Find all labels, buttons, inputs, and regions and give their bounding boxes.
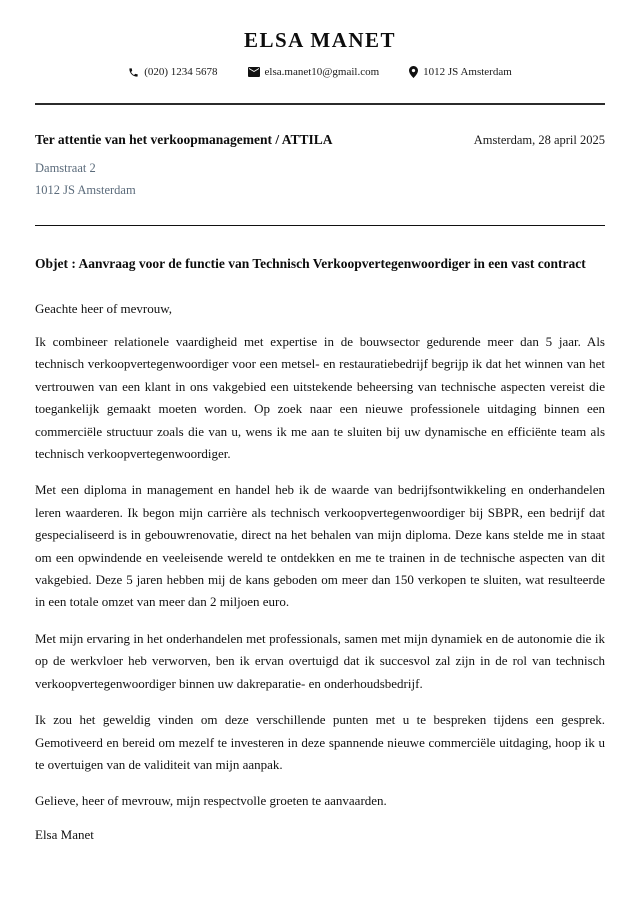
attention-line: Ter attentie van het verkoopmanagement / ATTILA — [35, 132, 333, 147]
letter-date: Amsterdam, 28 april 2025 — [473, 133, 605, 147]
recipient-address — [35, 157, 605, 201]
closing-line: Gelieve, heer of mevrouw, mijn respectvolle groeten te aanvaarden. — [35, 793, 387, 809]
location-text: 1012 JS Amsterdam — [423, 66, 512, 78]
contact-location — [409, 66, 512, 78]
header-divider — [35, 103, 605, 105]
recipient-divider — [35, 225, 605, 226]
contact-row — [35, 66, 605, 78]
phone-number: (020) 1234 5678 — [144, 66, 218, 78]
body-paragraph-3: Met mijn ervaring in het onderhandelen met professionals, samen met mijn dynamiek en de autonomie die ik op de werkvloer heb verworven, ben ik ervan overtuigd dat ik succesvol zal zijn in de rol van technisch verkoopvertegenwoordiger binnen uw dakreparatie- en onderhoudsbedrijf. — [35, 630, 605, 691]
contact-phone — [128, 66, 217, 78]
body-paragraph-4: Ik zou het geweldig vinden om deze verschillende punten met u te bespreken tijdens een gesprek. Gemotiveerd en bereid om mezelf te investeren in deze spannende nieuwe commerciële uitdaging, hoop ik u te overtuigen van de validiteit van mijn aanpak. — [35, 712, 605, 772]
signature-name: Elsa Manet — [35, 826, 94, 842]
recipient-address-line-1: Damstraat 2 — [35, 161, 96, 175]
salutation: Geachte heer of mevrouw, — [35, 301, 173, 316]
body-paragraph-1: Ik combineer relationele vaardigheid met expertise in de bouwsector gedurende meer dan 5 jaar. Als technisch verkoopvertegenwoordiger voor een metsel- en restauratiebedrijf begrijp ik dat het winnen van het vertrouwen van een klant in ons vakgebied een uitstekende beheersing van technische aspecten vereist die toegankelijk gemaakt moeten worden. Op zoek naar een nieuwe professionele uitdaging binnen een commerciële structuur zoals die van u, wens ik me aan te sluiten bij uw dynamische en efficiënte team als technisch verkoopvertegenwoordiger. — [35, 334, 605, 462]
recipient-address-line-2: 1012 JS Amsterdam — [35, 183, 136, 197]
contact-email — [248, 66, 380, 78]
email-address: elsa.manet10@gmail.com — [264, 66, 380, 78]
body-paragraph-2: Met een diploma in management en handel heb ik de waarde van bedrijfsontwikkeling en onderhandelen leren waarderen. Ik begon mijn carrière als technisch verkoopvertegenwoordiger bij SBPR, een bedrijf dat gespecialiseerd is in gebouwrenovatie, direct na het behalen van mijn diploma. Deze kans stelde me in staat om een opwindende en veeleisende wereld te ontdekken en me te trainen in de technische aspecten van dit vakgebied. Deze 5 jaren hebben mij de kans geboden om meer dan 150 verkopen te sluiten, wat resulteerde in een totale omzet van meer dan 2 miljoen euro. — [35, 482, 605, 610]
recipient-block — [35, 132, 605, 201]
location-pin-icon — [409, 66, 418, 78]
letter-header — [35, 0, 605, 78]
letter-body — [35, 301, 605, 843]
subject-line: Objet : Aanvraag voor de functie van Technisch Verkoopvertegenwoordiger in een vast contract — [35, 256, 586, 271]
attention-row — [35, 132, 605, 148]
phone-icon — [128, 67, 139, 78]
applicant-name: ELSA MANET — [243, 28, 397, 52]
envelope-icon — [248, 67, 260, 77]
